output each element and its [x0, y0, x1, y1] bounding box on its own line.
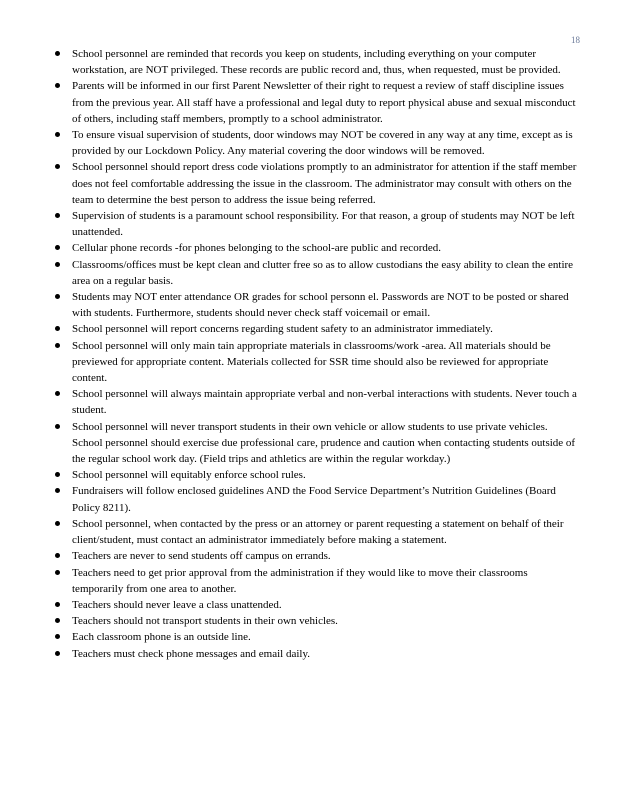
list-item-text: Cellular phone records -for phones belonging to the school-are public and recorded. [72, 242, 441, 255]
list-item [48, 159, 580, 208]
bullet-icon [55, 164, 60, 169]
list-item [48, 597, 580, 613]
bullet-icon [55, 634, 60, 639]
bullet-icon [55, 294, 60, 299]
list-item-text: Teachers are never to send students off campus on errands. [72, 550, 331, 563]
list-item [48, 289, 580, 321]
bullet-icon [55, 424, 60, 429]
list-item [48, 419, 580, 468]
list-item [48, 240, 580, 256]
bullet-icon [55, 83, 60, 88]
list-item [48, 483, 580, 515]
list-item-text: To ensure visual supervision of students, door windows may NOT be covered in any way at any time, except as is provided by our Lockdown Policy. Any material covering the door windows will be removed. [72, 129, 573, 158]
list-item [48, 613, 580, 629]
list-item [48, 467, 580, 483]
list-item-text: Students may NOT enter attendance OR grades for school personn el. Passwords are NOT to be posted or shared with students. Furthermore, students should never check staff voicemail or email. [72, 291, 569, 320]
bullet-icon [55, 651, 60, 656]
list-item [48, 46, 580, 78]
list-item-text: School personnel, when contacted by the press or an attorney or parent requesting a statement on behalf of their client/student, must contact an administrator immediately before making a statement. [72, 517, 564, 547]
list-item-text: School personnel will always maintain appropriate verbal and non-verbal interactions with students. Never touch a student. [72, 388, 577, 417]
bullet-icon [55, 570, 60, 575]
bullet-icon [55, 472, 60, 477]
list-item [48, 516, 580, 548]
bullet-icon [55, 521, 60, 526]
bullet-icon [55, 343, 60, 348]
page-number: 18 [571, 35, 580, 45]
bullet-icon [55, 245, 60, 250]
bullet-icon [55, 618, 60, 623]
list-item [48, 78, 580, 127]
list-item-text: School personnel should report dress code violations promptly to an administrator for attention if the staff member does not feel comfortable addressing the issue in the classroom. The administrator may consult with others on the team to determine the best person to address the issue being referred. [72, 161, 577, 206]
list-item [48, 646, 580, 662]
list-item [48, 548, 580, 564]
list-item-text: School personnel will report concerns regarding student safety to an administrator immediately. [72, 323, 493, 336]
bullet-icon [55, 488, 60, 493]
bullet-icon [55, 132, 60, 137]
list-item [48, 565, 580, 597]
list-item-text: Each classroom phone is an outside line. [72, 631, 251, 644]
list-item-text: School personnel will only main tain appropriate materials in classrooms/work -area. All materials should be previewed for appropriate content. Materials collected for SSR time should also be reviewed for appropriate content. [72, 339, 551, 385]
list-item [48, 386, 580, 418]
list-item-text: Supervision of students is a paramount school responsibility. For that reason, a group of students may NOT be left unattended. [72, 210, 575, 239]
list-item-text: Teachers should not transport students in their own vehicles. [72, 615, 338, 628]
list-item-text: Classrooms/offices must be kept clean and clutter free so as to allow custodians the easy ability to clean the entire area on a regular basis. [72, 258, 574, 287]
bullet-icon [55, 391, 60, 396]
list-item-text: Teachers need to get prior approval from the administration if they would like to move their classrooms temporarily from one area to another. [72, 566, 528, 595]
list-item [48, 629, 580, 645]
bullet-icon [55, 553, 60, 558]
list-item-text: School personnel are reminded that records you keep on students, including everything on your computer workstation, are NOT privileged. These records are public record and, thus, when requested, must be provided. [72, 48, 561, 77]
list-item-text: Teachers must check phone messages and email daily. [72, 647, 310, 660]
list-item-text: Fundraisers will follow enclosed guidelines AND the Food Service Department’s Nutrition Guidelines (Board Policy 8211). [72, 485, 556, 514]
bullet-icon [55, 602, 60, 607]
list-item-text: School personnel will never transport students in their own vehicle or allow students to use private vehicles. School personnel should exercise due professional care, prudence and caution when contacting students outside of the regular school work day. (Field trips and athletics are within the regular workday.) [72, 420, 576, 466]
bullet-icon [55, 213, 60, 218]
bullet-icon [55, 262, 60, 267]
list-item [48, 127, 580, 159]
list-item-text: School personnel will equitably enforce school rules. [72, 469, 306, 482]
list-item [48, 208, 580, 240]
bullet-icon [55, 326, 60, 331]
policy-bullet-list [48, 46, 580, 662]
list-item-text: Parents will be informed in our first Parent Newsletter of their right to request a review of staff discipline issues from the previous year. All staff have a professional and legal duty to report physical abuse and sexual misconduct of others, including staff members, promptly to a school administrator. [72, 80, 576, 125]
list-item [48, 257, 580, 289]
list-item-text: Teachers should never leave a class unattended. [72, 598, 282, 611]
list-item [48, 338, 580, 387]
bullet-icon [55, 51, 60, 56]
list-item [48, 321, 580, 337]
